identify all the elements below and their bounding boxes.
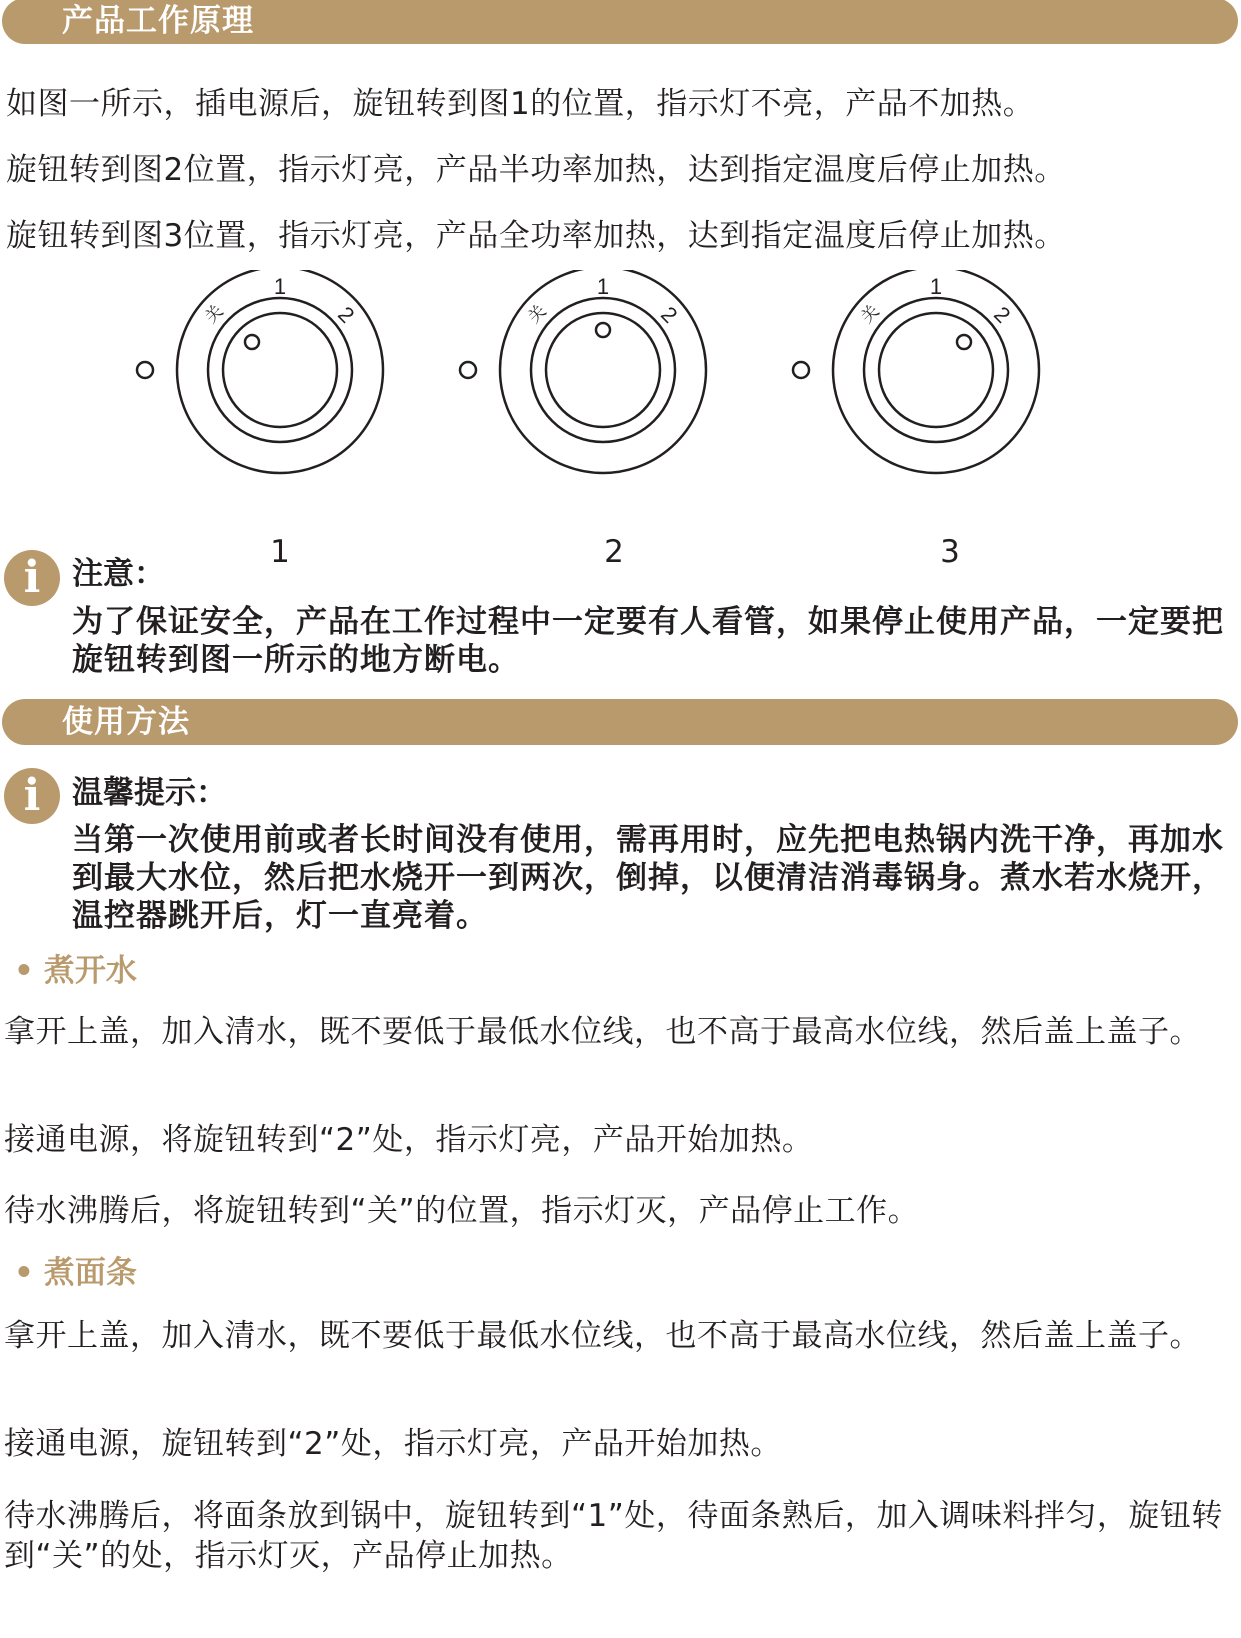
subheading-label: 煮开水: [43, 953, 137, 989]
noodles-step-2: 接通电源，旋钮转到“2”处，指示灯亮，产品开始加热。: [4, 1426, 782, 1462]
dial-2-icon: [453, 270, 753, 530]
knob-pointer: [596, 323, 610, 337]
section-title: 产品工作原理: [62, 3, 254, 39]
indicator-light: [460, 362, 476, 378]
noodles-step-1: 拿开上盖，加入清水，既不要低于最低水位线，也不高于最高水位线，然后盖上盖子。: [4, 1318, 1201, 1354]
dial-3-icon: [786, 270, 1086, 530]
dial-figure-2: [453, 270, 753, 570]
dial-figure-1: [130, 270, 430, 570]
principle-line-1: 如图一所示，插电源后，旋钮转到图1的位置，指示灯不亮，产品不加热。: [6, 86, 1035, 122]
tip-heading: 温馨提示：: [72, 775, 227, 811]
boil-water-step-3: 待水沸腾后，将旋钮转到“关”的位置，指示灯灭，产品停止工作。: [4, 1193, 920, 1229]
noodles-step-3: 待水沸腾后，将面条放到锅中，旋钮转到“1”处，待面条熟后，加入调味料拌匀，旋钮转到“关”的处，指示灯灭，产品停止加热。: [4, 1498, 1223, 1574]
figure-number: 3: [940, 534, 960, 570]
note-heading: 注意：: [72, 556, 165, 592]
subheading-label: 煮面条: [43, 1255, 137, 1291]
dial-middle-ring: [864, 298, 1008, 442]
dial-mark-off: 关: [201, 301, 228, 328]
section-header-usage: [2, 699, 1238, 745]
figure-number: 1: [270, 534, 290, 570]
info-icon: i: [4, 550, 60, 606]
dial-mark-1: 1: [929, 274, 943, 299]
dial-mark-2: 2: [333, 301, 360, 328]
boil-water-step-1: 拿开上盖，加入清水，既不要低于最低水位线，也不高于最高水位线，然后盖上盖子。: [4, 1014, 1201, 1050]
dial-1-icon: [130, 270, 430, 530]
subheading-noodles: [14, 1253, 137, 1293]
section-title: 使用方法: [62, 704, 190, 740]
dial-mark-off: 关: [524, 301, 551, 328]
dial-knob: [223, 313, 337, 427]
dial-mark-2: 2: [989, 301, 1016, 328]
dial-knob: [879, 313, 993, 427]
section-header-working-principle: [2, 0, 1238, 44]
note-body: 为了保证安全，产品在工作过程中一定要有人看管，如果停止使用产品，一定要把旋钮转到图一所示的地方断电。: [72, 604, 1224, 678]
dial-mark-1: 1: [596, 274, 610, 299]
dial-mark-2: 2: [656, 301, 683, 328]
dial-figure-3: [786, 270, 1086, 570]
principle-line-2: 旋钮转到图2位置，指示灯亮，产品半功率加热，达到指定温度后停止加热。: [6, 152, 1066, 188]
boil-water-step-2: 接通电源，将旋钮转到“2”处，指示灯亮，产品开始加热。: [4, 1122, 814, 1158]
dial-mark-1: 1: [273, 274, 287, 299]
subheading-boil-water: [14, 951, 137, 991]
indicator-light: [793, 362, 809, 378]
dial-mark-off: 关: [857, 301, 884, 328]
dial-figures: [0, 270, 1241, 570]
knob-pointer: [245, 335, 259, 349]
bullet-icon: •: [14, 953, 34, 989]
principle-line-3: 旋钮转到图3位置，指示灯亮，产品全功率加热，达到指定温度后停止加热。: [6, 218, 1066, 254]
figure-number: 2: [604, 534, 624, 570]
indicator-light: [137, 362, 153, 378]
dial-knob: [546, 313, 660, 427]
knob-pointer: [957, 335, 971, 349]
dial-middle-ring: [208, 298, 352, 442]
bullet-icon: •: [14, 1255, 34, 1291]
info-icon: i: [4, 768, 60, 824]
dial-middle-ring: [531, 298, 675, 442]
tip-body: 当第一次使用前或者长时间没有使用，需再用时，应先把电热锅内洗干净，再加水到最大水位，然后把水烧开一到两次，倒掉，以便清洁消毒锅身。煮水若水烧开，温控器跳开后，灯一直亮着。: [72, 822, 1224, 934]
